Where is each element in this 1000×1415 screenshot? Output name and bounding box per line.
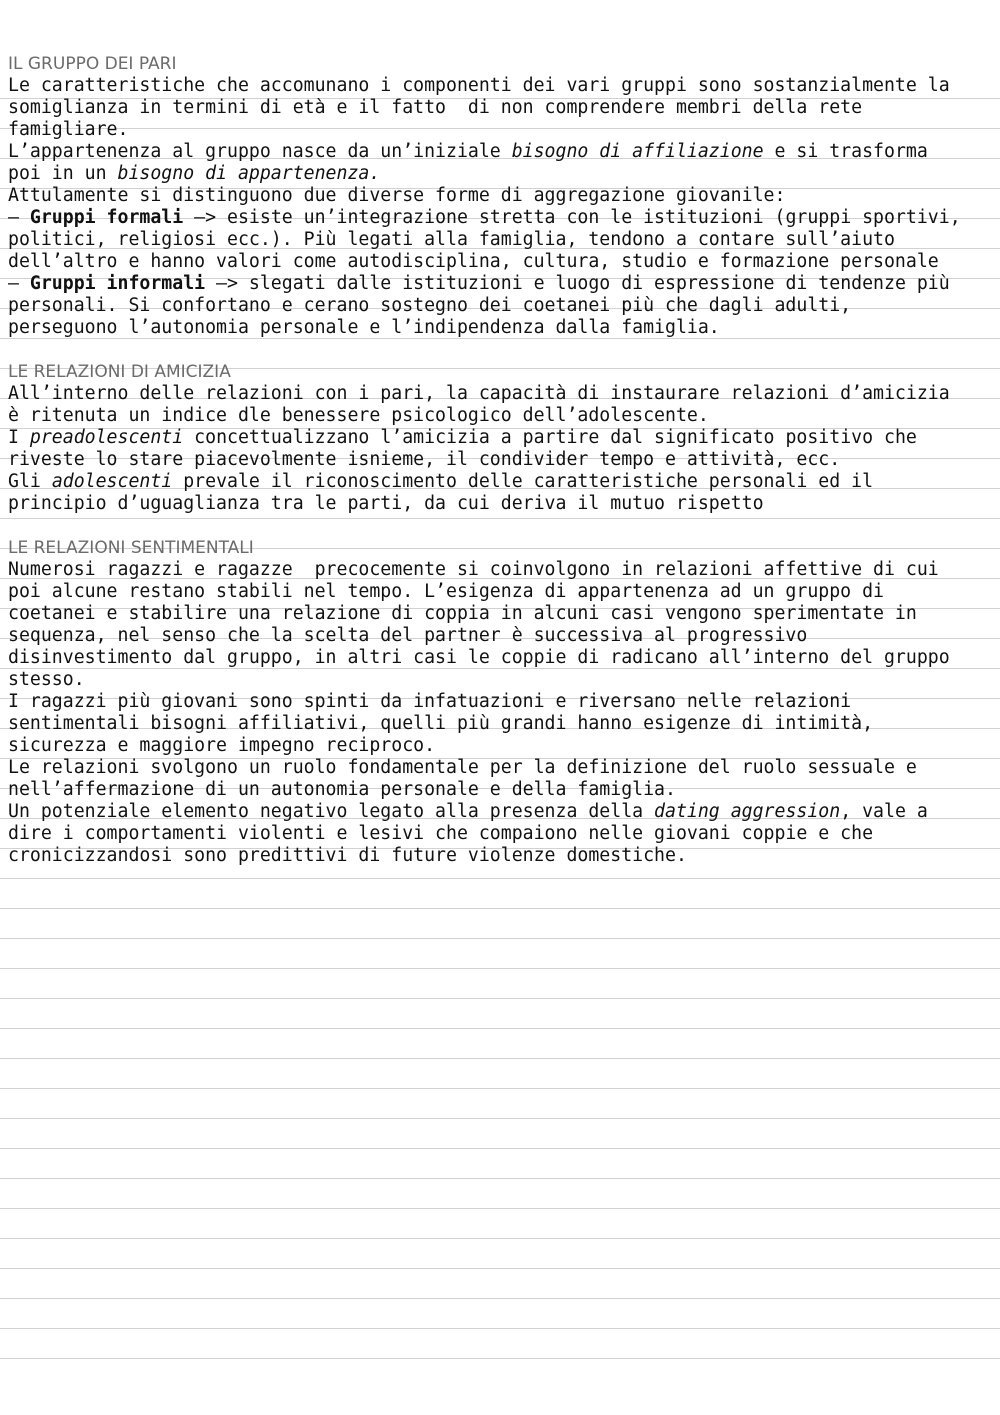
ruled-line — [0, 1088, 1000, 1089]
text-run: Numerosi ragazzi e ragazze precocemente si coinvolgono in relazioni affettive di cui — [8, 559, 939, 580]
text-line — [8, 141, 992, 163]
ruled-line — [0, 938, 1000, 939]
ruled-line — [0, 1268, 1000, 1269]
text-line — [8, 559, 992, 581]
text-line — [8, 427, 992, 449]
section-heading: IL GRUPPO DEI PARI — [8, 54, 177, 74]
text-run: Attulamente si distinguono due diverse forme di aggregazione giovanile: — [8, 185, 786, 206]
text-run: sicurezza e maggiore impegno reciproco. — [8, 735, 436, 756]
text-line — [8, 625, 992, 647]
text-line — [8, 471, 992, 493]
text-line — [8, 163, 992, 185]
italic-term: bisogno di affiliazione — [511, 141, 764, 162]
ruled-line — [0, 1298, 1000, 1299]
bold-term: Gruppi formali — [29, 207, 184, 228]
document-body — [8, 53, 992, 867]
ruled-line — [0, 1118, 1000, 1119]
text-run: riveste lo stare piacevolmente isnieme, il condivider tempo e attività, ecc. — [8, 449, 841, 470]
text-line — [8, 383, 992, 405]
text-line — [8, 713, 992, 735]
text-run: cronicizzandosi sono predittivi di future violenze domestiche. — [8, 845, 687, 866]
text-run: principio d’uguaglianza tra le parti, da cui deriva il mutuo rispetto — [8, 493, 764, 514]
text-line — [8, 185, 992, 207]
text-run: concettualizzano l’amicizia a partire dal significato positivo che — [183, 427, 917, 448]
text-line — [8, 823, 992, 845]
ruled-line — [0, 1178, 1000, 1179]
text-run: Gli — [8, 471, 52, 492]
text-line — [8, 229, 992, 251]
text-line — [8, 845, 992, 867]
text-line — [8, 273, 992, 295]
text-run: coetanei e stabilire una relazione di coppia in alcuni casi vengono sperimentate in — [8, 603, 917, 624]
text-run: nell’affermazione di un autonomia personale e della famiglia. — [8, 779, 676, 800]
text-line — [8, 647, 992, 669]
text-run: dire i comportamenti violenti e lesivi che compaiono nelle giovani coppie e che — [8, 823, 874, 844]
text-run: –> slegati dalle istituzioni e luogo di espressione di tendenze più — [205, 273, 950, 294]
text-line — [8, 295, 992, 317]
text-run: Un potenziale elemento negativo legato alla presenza della — [8, 801, 655, 822]
text-run: Le relazioni svolgono un ruolo fondamentale per la definizione del ruolo sessuale e — [8, 757, 917, 778]
text-run: I ragazzi più giovani sono spinti da infatuazioni e riversano nelle relazioni — [8, 691, 852, 712]
section-heading: LE RELAZIONI SENTIMENTALI — [8, 538, 254, 558]
italic-term: bisogno di appartenenza. — [117, 163, 381, 184]
blank-line — [8, 515, 992, 537]
text-run: sentimentali bisogni affiliativi, quelli più grandi hanno esigenze di intimità, — [8, 713, 874, 734]
ruled-line — [0, 1358, 1000, 1359]
text-line — [8, 735, 992, 757]
text-run: prevale il riconoscimento delle caratteristiche personali ed il — [172, 471, 874, 492]
text-line — [8, 251, 992, 273]
text-run: stesso. — [8, 669, 85, 690]
text-run: personali. Si confortano e cerano sostegno dei coetanei più che dagli adulti, — [8, 295, 852, 316]
text-line — [8, 119, 992, 141]
ruled-line — [0, 1328, 1000, 1329]
ruled-line — [0, 1028, 1000, 1029]
text-run: e si trasforma — [763, 141, 928, 162]
text-run: – — [8, 207, 30, 228]
text-line — [8, 207, 992, 229]
ruled-line — [0, 1058, 1000, 1059]
ruled-line — [0, 878, 1000, 879]
italic-term: adolescenti — [51, 471, 173, 492]
ruled-line — [0, 1238, 1000, 1239]
text-run: perseguono l’autonomia personale e l’indipendenza dalla famiglia. — [8, 317, 720, 338]
ruled-line — [0, 1208, 1000, 1209]
text-run: somiglianza in termini di età e il fatto di non comprendere membri della rete — [8, 97, 863, 118]
text-run: disinvestimento dal gruppo, in altri casi le coppie di radicano all’interno del gruppo — [8, 647, 950, 668]
ruled-line — [0, 908, 1000, 909]
text-line — [8, 581, 992, 603]
italic-term: preadolescenti — [29, 427, 184, 448]
blank-line — [8, 339, 992, 361]
section-heading: LE RELAZIONI DI AMICIZIA — [8, 362, 231, 382]
ruled-line — [0, 1148, 1000, 1149]
bold-term: Gruppi informali — [29, 273, 206, 294]
ruled-line — [0, 998, 1000, 999]
text-line — [8, 75, 992, 97]
text-run: I — [8, 427, 30, 448]
text-run: , vale a — [840, 801, 928, 822]
text-line — [8, 97, 992, 119]
italic-term: dating aggression — [654, 801, 841, 822]
text-run: è ritenuta un indice dle benessere psicologico dell’adolescente. — [8, 405, 709, 426]
text-line — [8, 493, 992, 515]
text-line — [8, 317, 992, 339]
text-run: sequenza, nel senso che la scelta del partner è successiva al progressivo — [8, 625, 808, 646]
text-run: L’appartenenza al gruppo nasce da un’iniziale — [8, 141, 512, 162]
text-run: politici, religiosi ecc.). Più legati alla famiglia, tendono a contare sull’aiuto — [8, 229, 895, 250]
text-run: poi in un — [8, 163, 118, 184]
text-line — [8, 691, 992, 713]
text-run: famigliare. — [8, 119, 129, 140]
text-run: – — [8, 273, 30, 294]
text-line — [8, 801, 992, 823]
text-run: All’interno delle relazioni con i pari, la capacità di instaurare relazioni d’amicizia — [8, 383, 950, 404]
ruled-line — [0, 968, 1000, 969]
text-run: poi alcune restano stabili nel tempo. L’esigenza di appartenenza ad un gruppo di — [8, 581, 884, 602]
text-line — [8, 779, 992, 801]
text-line — [8, 405, 992, 427]
text-line — [8, 449, 992, 471]
text-run: Le caratteristiche che accomunano i componenti dei vari gruppi sono sostanzialmente la — [8, 75, 950, 96]
text-line — [8, 757, 992, 779]
text-run: –> esiste un’integrazione stretta con le istituzioni (gruppi sportivi, — [183, 207, 961, 228]
text-line — [8, 669, 992, 691]
text-run: dell’altro e hanno valori come autodisciplina, cultura, studio e formazione personale — [8, 251, 939, 272]
text-line — [8, 603, 992, 625]
